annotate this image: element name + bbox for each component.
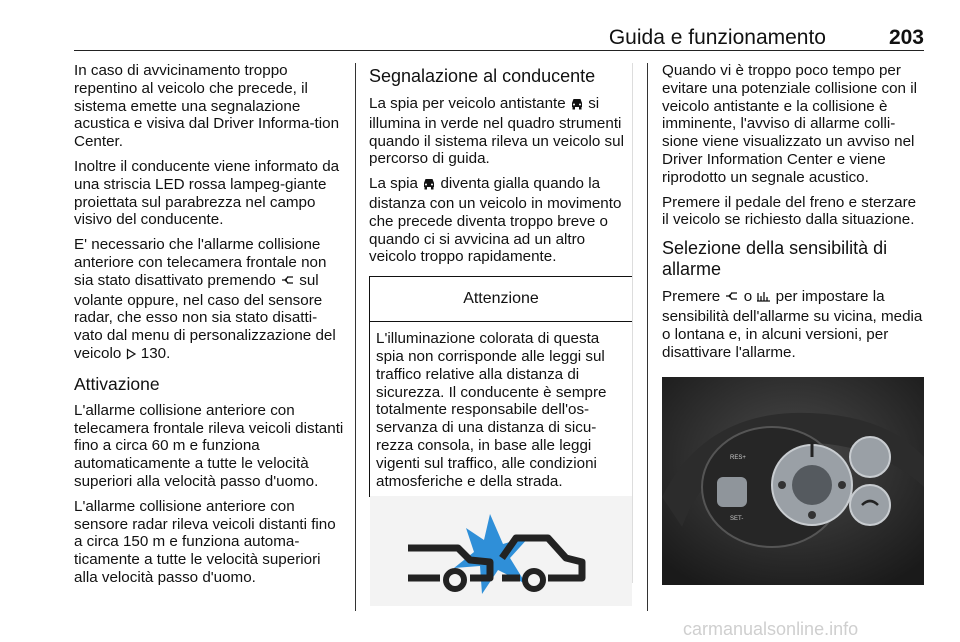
collision-alert-button-icon — [724, 290, 739, 308]
left-button-icon — [778, 481, 786, 489]
paragraph: La spia per veicolo antistante si illumina in verde nel quadro strumenti quando il sistema rileva un veicolo sul percorso di guida. — [369, 95, 624, 168]
paragraph: La spia diventa gialla quando la distanza con un veicolo in movimento che precede diventa troppo breve o quando ci si avvicina ad un altro veicolo troppo rapidamente. — [369, 175, 622, 266]
res-label: RES+ — [730, 455, 746, 461]
warning-box — [369, 276, 633, 497]
watermark: carmanualsonline.info — [683, 619, 859, 639]
vehicle-ahead-icon — [422, 177, 436, 195]
heading-selezione: Selezione della sensibilità di allarme — [662, 238, 888, 280]
page-reference-link[interactable]: 130. — [140, 344, 171, 362]
paragraph: Premere o per impostare la sensibilità dell'allarme su vicina, media o lontana e, in alcuni versioni, per disattivare l'allarme. — [662, 288, 923, 361]
column-gap-line — [632, 63, 633, 583]
set-label: SET- — [730, 516, 744, 522]
paragraph: Inoltre il conducente viene informato da una striscia LED rossa lampeg-giante proiettata sul parabrezza nel campo visivo del conducente. — [74, 157, 340, 229]
column-left — [74, 62, 344, 594]
header-rule — [74, 50, 924, 51]
column-right — [662, 62, 927, 368]
section-title: Guida e funzionamento — [608, 26, 826, 49]
cruise-rocker-button — [717, 477, 747, 507]
center-button — [792, 465, 832, 505]
page-ref-arrow-icon — [126, 347, 137, 365]
heading-attivazione: Attivazione — [74, 373, 160, 394]
paragraph: E' necessario che l'allarme collisione anteriore con telecamera frontale non sia stato disattivato premendo sul volante oppure, nel caso del sensore radar, che esso non sia stato disatti-vato dal menu di personalizzazione del veicolo 130. — [74, 236, 344, 365]
heading-segnalazione: Segnalazione al conducente — [369, 66, 596, 86]
warning-title: Attenzione — [370, 277, 632, 322]
page-number: 203 — [888, 26, 924, 49]
collision-alert-button-icon — [280, 274, 295, 292]
collision-illustration — [370, 496, 632, 606]
steering-wheel-photo — [662, 377, 924, 585]
page-header — [74, 0, 924, 50]
paragraph: L'allarme collisione anteriore con telecamera frontale rileva veicoli distanti fino a circa 60 m e funziona automaticamente a tutte le velocità superiori alla velocità passo d'uomo. — [74, 401, 344, 490]
right-button-icon — [838, 481, 846, 489]
warning-text: L'illuminazione colorata di questa spia non corrisponde alle leggi sul traffico relative alla distanza di sicurezza. Il conducente è sempre totalmente responsabile dell'os-servanza di una distanza di sicu-rezza consola, in base alle leggi vigenti sul traffico, alle condizioni atmosferiche e della strada. — [376, 330, 607, 490]
sensitivity-button-icon — [756, 290, 771, 308]
vehicle-ahead-icon — [570, 97, 584, 115]
lower-button-icon — [808, 511, 816, 519]
paragraph: Quando vi è troppo poco tempo per evitare una potenziale collisione con il veicolo antistante e la collisione è imminente, l'avviso di allarme colli-sione viene visualizzato un avviso nel Driver Information Center e viene riprodotto un segnale acustico. — [662, 62, 917, 186]
column-middle — [369, 62, 633, 497]
column-divider — [647, 63, 648, 611]
lower-right-button — [850, 485, 890, 525]
column-divider — [355, 63, 356, 611]
upper-right-button — [850, 437, 890, 477]
paragraph: Premere il pedale del freno e sterzare il veicolo se richiesto dalla situazione. — [662, 193, 917, 229]
paragraph: L'allarme collisione anteriore con sensore radar rileva veicoli distanti fino a circa 150 m e funziona automa-ticamente a tutte le velocità superiori alla velocità passo d'uomo. — [74, 497, 336, 586]
paragraph: In caso di avvicinamento troppo repentino al veicolo che precede, il sistema emette una segnalazione acustica e visiva dal Driver Informa-tion Center. — [74, 62, 340, 151]
